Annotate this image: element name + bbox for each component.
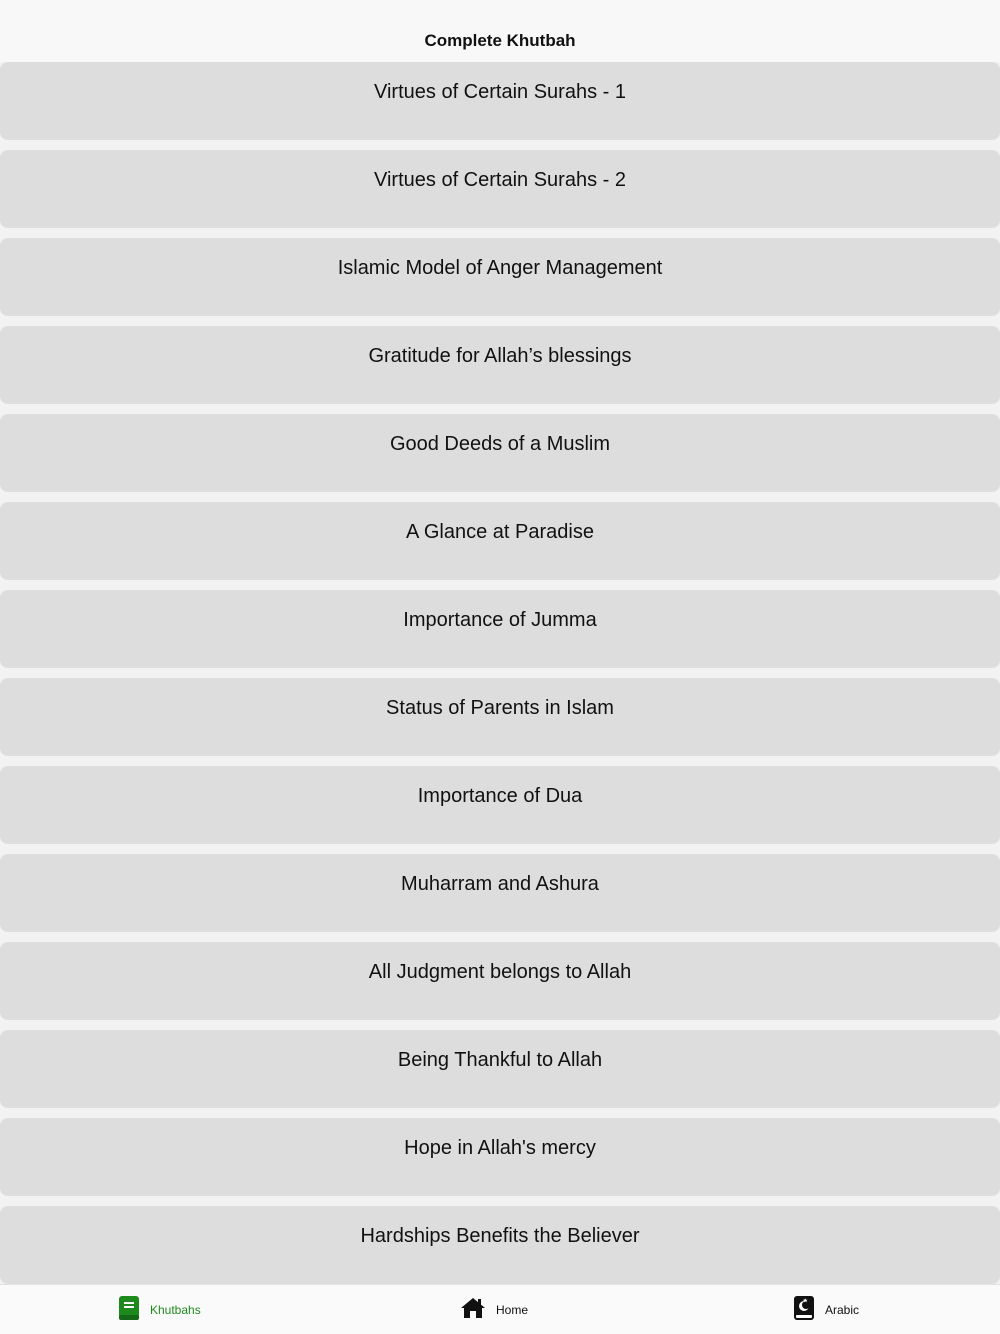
tab-arabic-label: Arabic	[825, 1303, 860, 1317]
book-icon	[118, 1296, 140, 1325]
list-item-label: Importance of Dua	[417, 785, 583, 807]
list-item[interactable]	[0, 766, 1000, 844]
list-item[interactable]	[0, 1118, 1000, 1196]
tab-home[interactable]	[460, 1285, 528, 1334]
tab-arabic[interactable]	[793, 1285, 859, 1334]
list-item[interactable]	[0, 326, 1000, 404]
khutbah-list[interactable]	[0, 62, 1000, 1284]
list-item-label: Muharram and Ashura	[401, 873, 599, 895]
list-item[interactable]	[0, 1030, 1000, 1108]
tab-bar	[0, 1284, 1000, 1334]
list-item-label: Good Deeds of a Muslim	[389, 433, 611, 455]
page-title: Complete Khutbah	[424, 31, 576, 50]
list-item-label: A Glance at Paradise	[406, 521, 594, 543]
list-item-label: Importance of Jumma	[403, 609, 597, 631]
list-item[interactable]	[0, 854, 1000, 932]
list-item[interactable]	[0, 62, 1000, 140]
list-item-label: Hardships Benefits the Believer	[360, 1225, 640, 1247]
list-item[interactable]	[0, 678, 1000, 756]
quran-icon	[793, 1296, 815, 1325]
navigation-bar	[0, 0, 1000, 62]
list-item[interactable]	[0, 414, 1000, 492]
list-item[interactable]	[0, 150, 1000, 228]
tab-home-label: Home	[496, 1303, 529, 1317]
list-item-label: Virtues of Certain Surahs - 1	[374, 81, 626, 103]
list-item[interactable]	[0, 590, 1000, 668]
home-icon	[460, 1297, 486, 1324]
list-item-label: Status of Parents in Islam	[386, 697, 614, 719]
list-item-label: Being Thankful to Allah	[397, 1049, 603, 1071]
tab-khutbahs[interactable]	[118, 1285, 201, 1334]
tab-khutbahs-label: Khutbahs	[150, 1303, 201, 1317]
list-item-label: Gratitude for Allah’s blessings	[368, 345, 632, 367]
list-item[interactable]	[0, 1206, 1000, 1284]
list-item[interactable]	[0, 502, 1000, 580]
list-item-label: Islamic Model of Anger Management	[337, 257, 663, 279]
list-item-label: All Judgment belongs to Allah	[368, 961, 632, 983]
list-item-label: Hope in Allah's mercy	[404, 1137, 596, 1159]
list-item[interactable]	[0, 238, 1000, 316]
list-item-label: Virtues of Certain Surahs - 2	[374, 169, 626, 191]
list-item[interactable]	[0, 942, 1000, 1020]
